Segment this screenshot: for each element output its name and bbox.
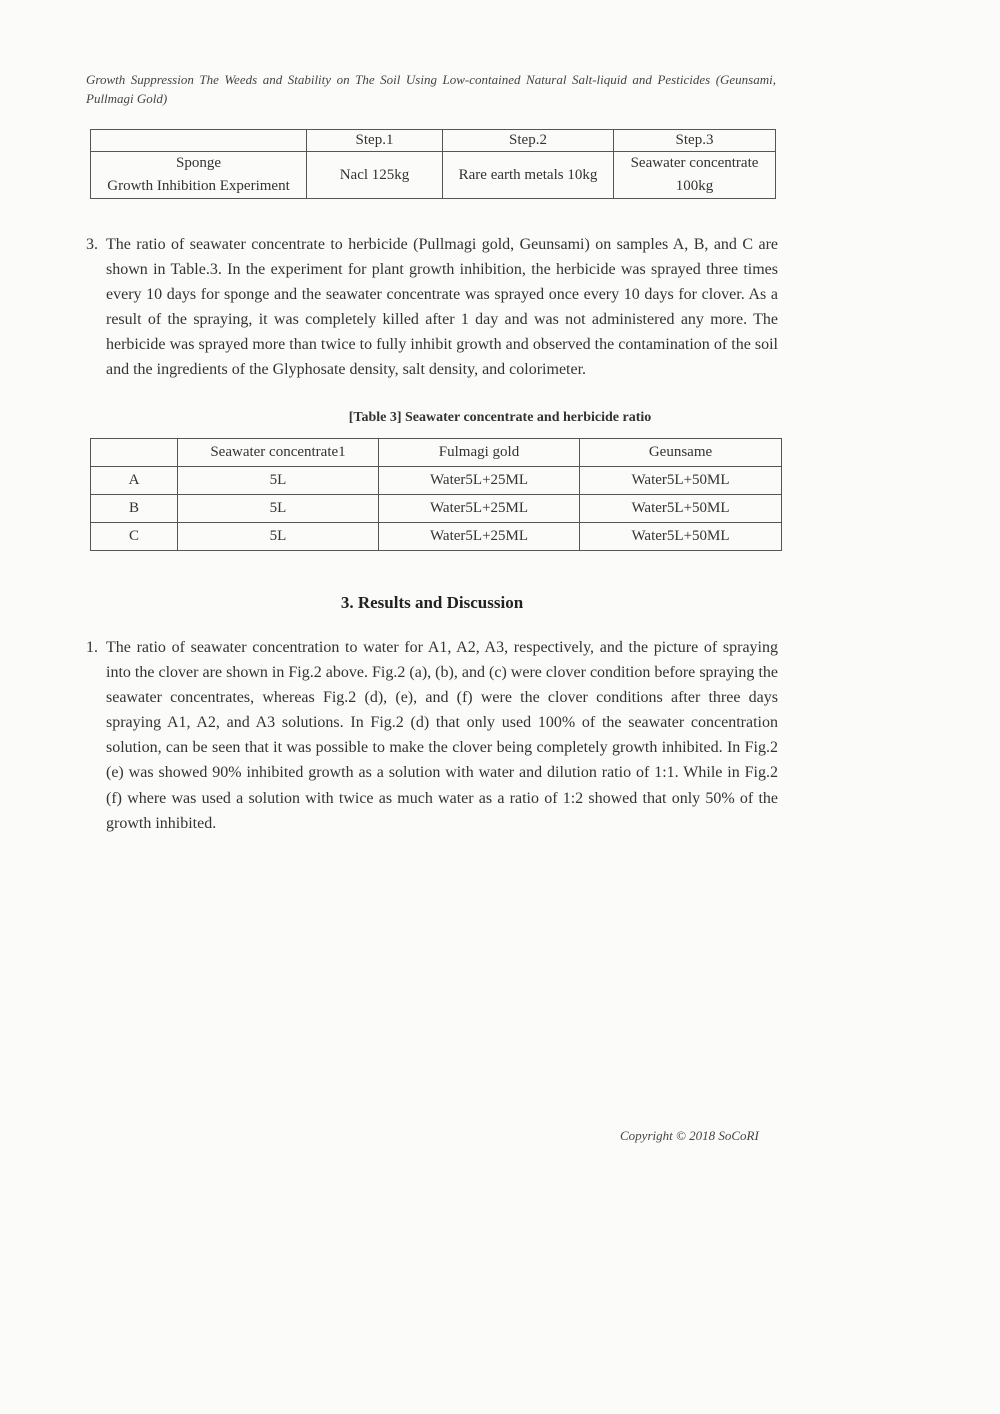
paragraph-text: The ratio of seawater concentrate to herbicide (Pullmagi gold, Geunsami) on samples A, B, and C are shown in Table.3. In the experiment for plant growth inhibition, the herbicide was sprayed three times every 10 days for sponge and the seawater concentrate was sprayed once every 10 days for clover. As a result of the spraying, it was completely killed after 1 day and was not administered any more. The herbicide was sprayed more than twice to fully inhibit growth and observed the contamination of the soil and the ingredients of the Glyphosate density, salt density, and colorimeter.: [106, 236, 778, 379]
ratio-table: [90, 438, 782, 551]
table-header-cell: Seawater concentrate1: [178, 439, 379, 467]
results-paragraph: [86, 635, 778, 836]
copyright-notice: Copyright © 2018 SoCoRI: [620, 1128, 759, 1143]
row-label-cell: [91, 152, 307, 199]
row-label-line: Growth Inhibition Experiment: [107, 178, 290, 194]
table-cell: Water5L+50ML: [580, 523, 782, 551]
table-header-cell: [91, 130, 307, 152]
table-cell: Water5L+25ML: [379, 495, 580, 523]
table-row: [91, 523, 782, 551]
table-cell: Water5L+50ML: [580, 495, 782, 523]
table-row: [91, 495, 782, 523]
table-cell: Water5L+25ML: [379, 467, 580, 495]
table-cell: Water5L+50ML: [580, 467, 782, 495]
table-cell: 5L: [178, 467, 379, 495]
cell-line: 100kg: [675, 178, 714, 194]
table-caption: [Table 3] Seawater concentrate and herbicide ratio: [348, 410, 652, 425]
table-cell: [614, 152, 776, 199]
table-header-row: [91, 439, 782, 467]
table-cell: Rare earth metals 10kg: [443, 152, 614, 199]
table-header-cell: Fulmagi gold: [379, 439, 580, 467]
table-cell: A: [91, 467, 178, 495]
table-cell: 5L: [178, 523, 379, 551]
table-header-cell: [91, 439, 178, 467]
paragraph-number: 3.: [86, 236, 98, 253]
table-row: [91, 467, 782, 495]
table-header-cell: Geunsame: [580, 439, 782, 467]
paragraph-number: 1.: [86, 639, 98, 656]
paragraph-text: The ratio of seawater concentration to water for A1, A2, A3, respectively, and the picture of spraying into the clover are shown in Fig.2 above. Fig.2 (a), (b), and (c) were clover condition before spraying the seawater concentrates, whereas Fig.2 (d), (e), and (f) were the clover conditions after three days spraying A1, A2, and A3 solutions. In Fig.2 (d) that only used 100% of the seawater concentration solution, can be seen that it was possible to make the clover being completely growth inhibited. In Fig.2 (e) was showed 90% inhibited growth as a solution with water and dilution ratio of 1:1. While in Fig.2 (f) where was used a solution with twice as much water as a ratio of 1:2 showed that only 50% of the growth inhibited.: [106, 639, 778, 832]
table-cell: 5L: [178, 495, 379, 523]
cell-line: Seawater concentrate: [630, 155, 759, 171]
table-header-cell: Step.1: [307, 130, 443, 152]
table-row: [91, 152, 776, 199]
table-header-cell: Step.2: [443, 130, 614, 152]
table-header-cell: Step.3: [614, 130, 776, 152]
table-cell: B: [91, 495, 178, 523]
section-heading: 3. Results and Discussion: [340, 593, 524, 612]
table-header-row: [91, 130, 776, 152]
row-label-line: Sponge: [176, 155, 221, 171]
running-header: Growth Suppression The Weeds and Stability on The Soil Using Low-contained Natural Salt-liquid and Pesticides (Geunsami, Pullmagi Gold): [86, 72, 776, 106]
table-cell: C: [91, 523, 178, 551]
steps-table: [90, 129, 776, 199]
table-cell: Water5L+25ML: [379, 523, 580, 551]
methods-paragraph: [86, 232, 778, 383]
table-cell: Nacl 125kg: [307, 152, 443, 199]
